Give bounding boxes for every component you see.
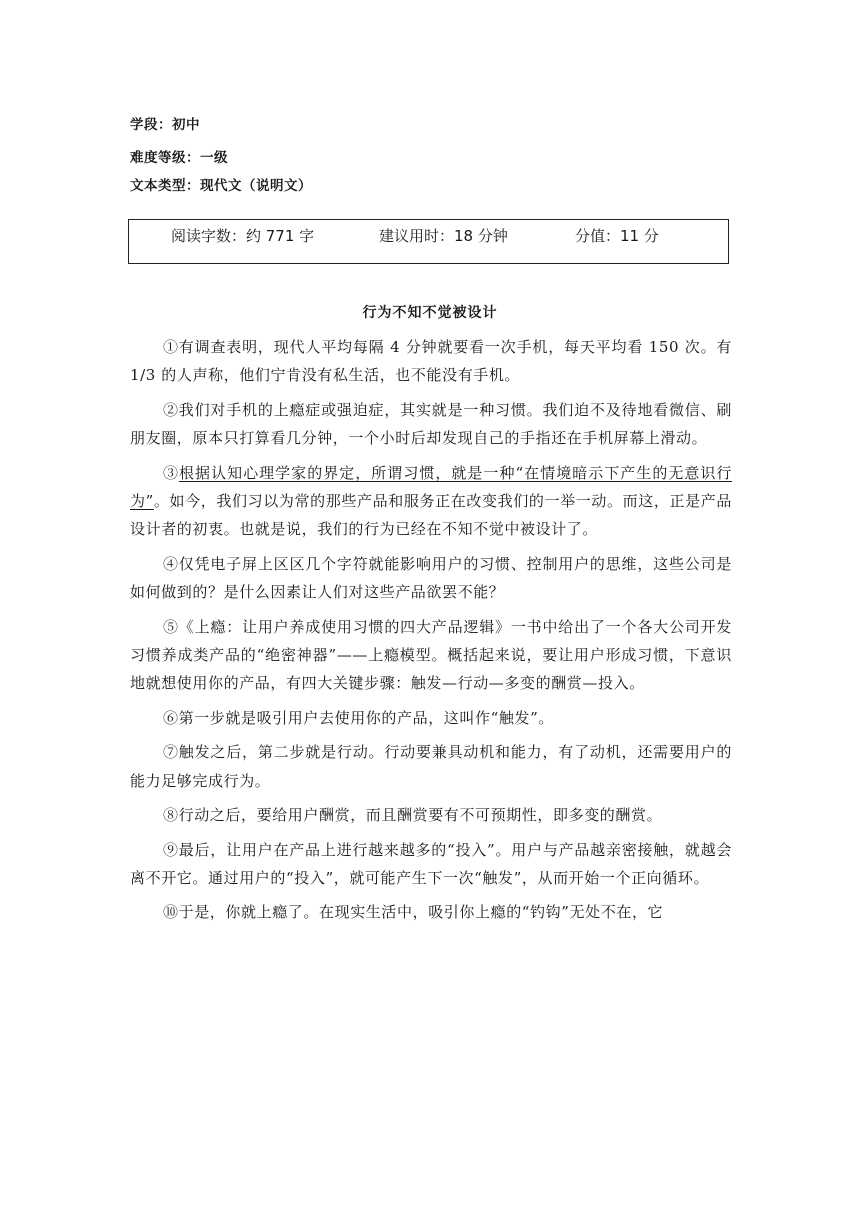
- paragraph-3-rest: 。如今，我们习以为常的那些产品和服务正在改变我们的一举一动。而这，正是产品设计者的初衷。也就是说，我们的行为已经在不知不觉中被设计了。: [130, 492, 732, 539]
- paragraph-10: ⑩于是，你就上瘾了。在现实生活中，吸引你上瘾的“钓钩”无处不在，它: [163, 903, 664, 922]
- paragraph-2: ②我们对手机的上瘾症或强迫症，其实就是一种习惯。我们迫不及待地看微信、刷朋友圈，原本只打算看几分钟，一个小时后却发现自己的手指还在手机屏幕上滑动。: [130, 400, 732, 448]
- reading-info-box: [128, 219, 729, 264]
- paragraph-9: ⑨最后，让用户在产品上进行越来越多的“投入”。用户与产品越亲密接触，就越会离不开它。通过用户的“投入”，就可能产生下一次“触发”，从而开始一个正向循环。: [130, 840, 732, 887]
- word-count: 阅读字数：约 771 字: [171, 227, 315, 245]
- paragraph-4: ④仅凭电子屏上区区几个字符就能影响用户的习惯、控制用户的思维，这些公司是如何做到的？是什么因素让人们对这些产品欲罢不能？: [130, 554, 732, 602]
- underlined-definition: 根据认知心理学家的界定，所谓习惯，就是一种“在情境暗示下产生的无意识行为”: [130, 463, 733, 511]
- paragraph-5: ⑤《上瘾：让用户养成使用习惯的四大产品逻辑》一书中给出了一个各大公司开发习惯养成类产品的“绝密神器”——上瘾模型。概括起来说，要让用户形成习惯，下意识地就想使用你的产品，有四大关键步骤：触发—行动—多变的酬赏—投入。: [130, 617, 732, 693]
- score: 分值：11 分: [575, 227, 659, 245]
- paragraph-7: ⑦触发之后，第二步就是行动。行动要兼具动机和能力，有了动机，还需要用户的能力足够完成行为。: [130, 743, 732, 790]
- text-type-label: 文本类型：现代文（说明文）: [130, 178, 312, 194]
- paragraph-3: [130, 459, 732, 544]
- paragraph-8: ⑧行动之后，要给用户酬赏，而且酬赏要有不可预期性，即多变的酬赏。: [163, 806, 663, 825]
- paragraph-3-number: ③: [163, 463, 180, 482]
- paragraph-6: ⑥第一步就是吸引用户去使用你的产品，这叫作“触发”。: [163, 708, 554, 727]
- article-title: 行为不知不觉被设计: [362, 305, 498, 321]
- article-body: [130, 333, 732, 933]
- suggested-time: 建议用时：18 分钟: [379, 227, 508, 245]
- difficulty-label: 难度等级：一级: [130, 150, 228, 166]
- paragraph-1: ①有调查表明，现代人平均每隔 4 分钟就要看一次手机，每天平均看 150 次。有 1/3 的人声称，他们宁肯没有私生活，也不能没有手机。: [130, 338, 732, 385]
- stage-label: 学段：初中: [130, 117, 200, 133]
